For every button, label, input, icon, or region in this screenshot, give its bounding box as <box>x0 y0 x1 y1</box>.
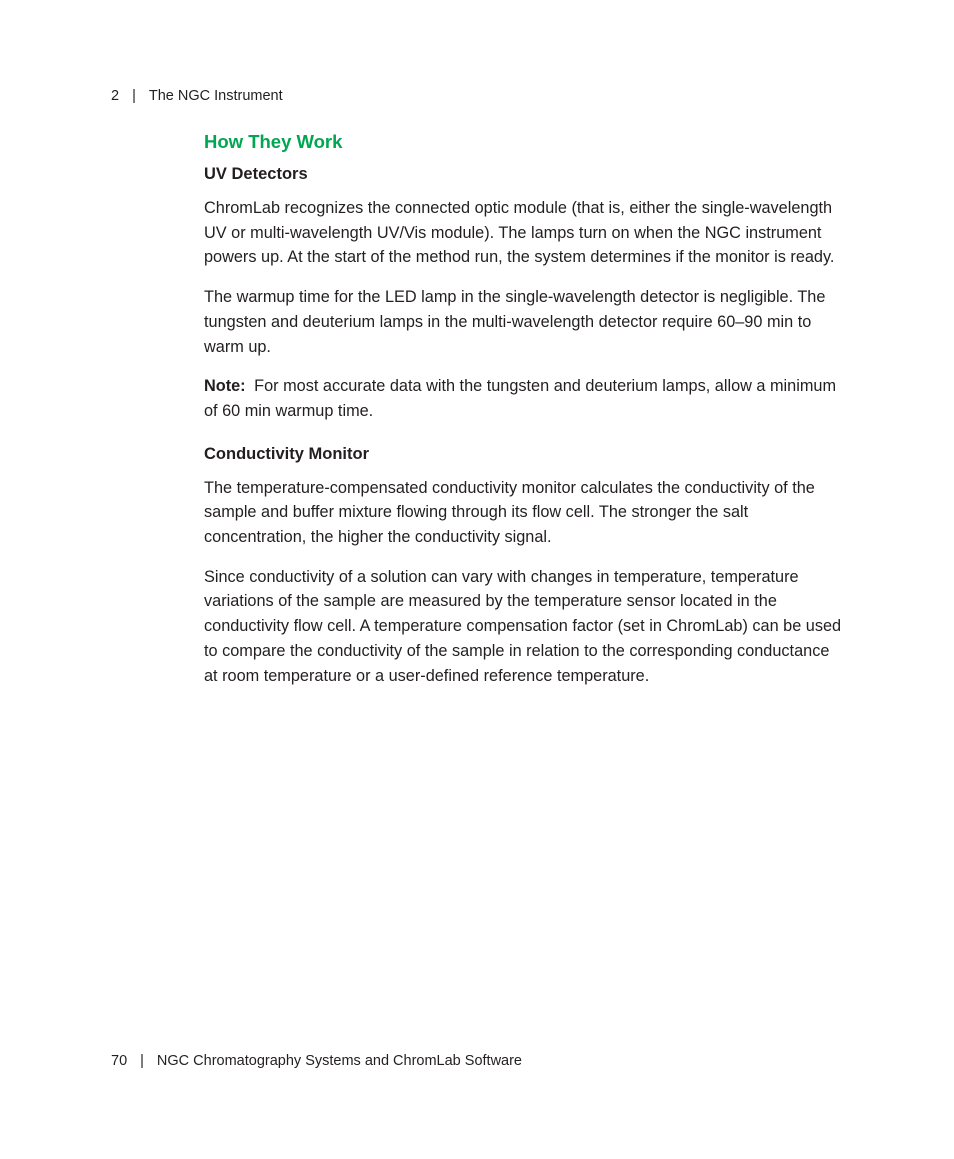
conductivity-monitor-heading: Conductivity Monitor <box>204 444 369 463</box>
uv-detectors-heading: UV Detectors <box>204 165 308 183</box>
header-separator: | <box>132 88 136 104</box>
chapter-number: 2 <box>111 88 120 104</box>
book-title: NGC Chromatography Systems and ChromLab Software <box>156 1053 522 1069</box>
chapter-title: The NGC Instrument <box>148 88 283 104</box>
running-footer <box>111 1052 522 1070</box>
conductivity-paragraph-1: The temperature-compensated conductivity monitor calculates the conductivity of the sample and buffer mixture flowing through its flow cell. The stronger the salt concentration, the higher the conductivity signal. <box>204 478 815 547</box>
page-number: 70 <box>111 1053 128 1069</box>
uv-detectors-paragraph-2: The warmup time for the LED lamp in the single-wavelength detector is negligible. The tungsten and deuterium lamps in the multi-wavelength detector require 60–90 min to warm up. <box>204 288 826 356</box>
note-label: Note: <box>204 377 246 396</box>
footer-separator: | <box>140 1053 144 1069</box>
note-text: For most accurate data with the tungsten and deuterium lamps, allow a minimum of 60 min warmup time. <box>204 377 837 420</box>
conductivity-paragraph-2: Since conductivity of a solution can vary with changes in temperature, temperature variations of the sample are measured by the temperature sensor located in the conductivity flow cell. A temperature compensation factor (set in ChromLab) can be used to compare the conductivity of the sample in relation to the corresponding conductance at room temperature or a user-defined reference temperature. <box>204 567 842 685</box>
section-title: How They Work <box>204 131 343 152</box>
uv-detectors-paragraph-1: ChromLab recognizes the connected optic module (that is, either the single-wavelength UV or multi-wavelength UV/Vis module). The lamps turn on when the NGC instrument powers up. At the start of the method run, the system determines if the monitor is ready. <box>204 199 835 267</box>
running-header <box>111 87 283 105</box>
warmup-note <box>204 374 844 423</box>
page-content <box>204 130 844 703</box>
